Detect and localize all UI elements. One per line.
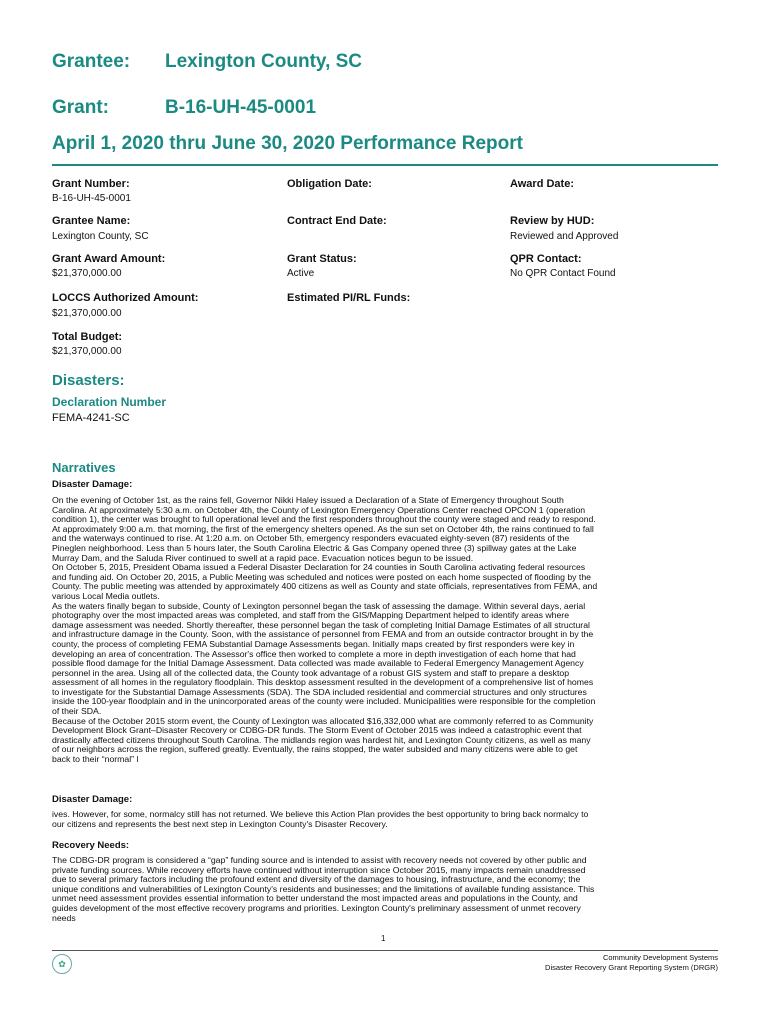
- grant-award-amount-label: Grant Award Amount:: [52, 253, 166, 265]
- grantee-name-label: Grantee Name:: [52, 215, 131, 227]
- grantee-value: Lexington County, SC: [165, 51, 363, 72]
- review-by-hud-value: Reviewed and Approved: [510, 231, 619, 242]
- total-budget-value: $21,370,000.00: [52, 346, 122, 357]
- grantee-heading: [52, 51, 363, 73]
- disasters-heading: Disasters:: [52, 372, 125, 389]
- disaster-damage-label-2: Disaster Damage:: [52, 794, 133, 805]
- declaration-number-label: Declaration Number: [52, 395, 167, 409]
- grant-status-label: Grant Status:: [287, 253, 357, 265]
- grant-heading: [52, 97, 317, 119]
- grant-number-label: Grant Number:: [52, 178, 130, 190]
- title-divider: [52, 164, 718, 166]
- page-number: 1: [381, 934, 386, 943]
- grant-label: Grant:: [52, 97, 109, 118]
- review-by-hud-label: Review by HUD:: [510, 215, 595, 227]
- recovery-needs-text: The CDBG-DR program is considered a “gap” funding source and is intended to assist with recovery needs not covered by other public and private funding sources. While recovery efforts have continued without interruption since October 2015, many impacts remain unaddressed due to several primary factors including the profound extent and diversity of the damages to housing, infrastructure, and the economy; the unique conditions and vulnerabilities of Lexington County's residents and businesses; and the limitations of available funding assistance. This unmet need assessment provides essential information to better understand the most impacted areas and populations in the County, and guides development of the most effective recovery programs and priorities. Lexington County's preliminary assessment of unmet recovery needs: [52, 855, 595, 923]
- loccs-authorized-amount-label: LOCCS Authorized Amount:: [52, 292, 199, 304]
- grantee-label: Grantee:: [52, 51, 131, 72]
- contract-end-date-label: Contract End Date:: [287, 215, 387, 227]
- qpr-contact-label: QPR Contact:: [510, 253, 582, 265]
- narratives-heading: Narratives: [52, 460, 116, 475]
- recovery-needs-label: Recovery Needs:: [52, 840, 130, 851]
- award-date-label: Award Date:: [510, 178, 574, 190]
- declaration-number-value: FEMA-4241-SC: [52, 412, 130, 424]
- grant-status-value: Active: [287, 268, 315, 279]
- total-budget-label: Total Budget:: [52, 331, 123, 343]
- grantee-name-value: Lexington County, SC: [52, 231, 149, 242]
- disaster-damage-label: Disaster Damage:: [52, 479, 133, 490]
- grant-value: B-16-UH-45-0001: [165, 97, 317, 118]
- hud-seal-icon: ✿: [52, 954, 72, 974]
- footer-divider: [52, 950, 718, 951]
- grant-award-amount-value: $21,370,000.00: [52, 268, 122, 279]
- report-title: April 1, 2020 thru June 30, 2020 Performance Report: [52, 133, 523, 154]
- disaster-damage-text: On the evening of October 1st, as the rains fell, Governor Nikki Haley issued a Declaration of a State of Emergency throughout South Carolina. At approximately 5:30 a.m. on October 4th, the County of Lexington Emergency Operations Center reached OPCON 1 (operation condition 1), the center was brought to full operational level and the first responders throughout the county were staged and ready to respond. At approximately 9:00 a.m. that morning, the first of the emergency shelters opened. As the sun set on October 4th, the rains continued to fall and the waterways continued to rise. At 1:20 a.m. on October 5th, emergency responders evacuated eighty-seven (87) residents of the Pineglen neighborhood. Less than 5 hours later, the South Carolina Electric & Gas Company opened three (3) spillway gates at the Lake Murray Dam, and the Saluda River continued to swell at a rapid pace. Evacuation notices begun to be issued. On October 5, 2015, President Obama issued a Federal Disaster Declaration for 24 counties in South Carolina activating federal resources and funding aid. On October 20, 2015, a Public Meeting was scheduled and notices were posted on each home suspected of flooding by the County. The public meeting was attended by approximately 400 citizens as well as County and state officials, representatives from FEMA, and various Local Media outlets. As the waters finally began to subside, County of Lexington personnel began the task of assessing the damage. Within several days, aerial photography over the most impacted areas was completed, and staff from the GIS/Mapping Department helped to identify areas where damage assessment was needed. Shortly thereafter, these personnel began the task of completing Initial Damage Estimates of all structural and infrastructure damage in the County. Soon, with the assistance of personnel from FEMA and from an outside contractor brought in by the county, the process of completing FEMA Substantial Damage Assessments began. Initially maps created by first responders were key in developing an area of concentration. The Assessor's office then worked to complete a more in depth investigation of each home that had possible flood damage for the Initial Damage Assessment. Data collected was made available to Federal Emergency Management Agency personnel in the area. Using all of the collected data, the County took advantage of a robust GIS system and staff to prepare a desktop assessment of all homes in the regulatory floodplain. This desktop assessment resulted in the development of a comprehensive list of homes to investigate for the Substantial Damage Assessments (SDA). The SDA included residential and commercial structures and only structures inside the 100-year floodplain and in the unincorporated areas of the county were included. Municipalities were responsible for the completion of their SDA. Because of the October 2015 storm event, the County of Lexington was allocated $16,332,000 what are commonly referred to as Community Development Block Grant–Disaster Recovery or CDBG-DR funds. The Storm Event of October 2015 was indeed a catastrophic event that drastically affected citizens throughout South Carolina. The midlands region was hardest hit, and Lexington County citizens, as well as many of our neighbors across the region, suffered greatly. Eventually, the rains stopped, the water subsided and many citizens were able to get back to their “normal” l: [52, 495, 598, 765]
- footer-line-1: Community Development Systems: [602, 953, 718, 962]
- obligation-date-label: Obligation Date:: [287, 178, 372, 190]
- loccs-authorized-amount-value: $21,370,000.00: [52, 308, 122, 319]
- grant-number-value: B-16-UH-45-0001: [52, 193, 131, 204]
- footer-line-2: Disaster Recovery Grant Reporting System (DRGR): [545, 963, 718, 972]
- qpr-contact-value: No QPR Contact Found: [510, 268, 616, 279]
- disaster-damage-text-2: ives. However, for some, normalcy still has not returned. We believe this Action Plan provides the best opportunity to bring back normalcy to our citizens and represents the best next step in Lexington County's Disaster Recovery.: [52, 809, 589, 829]
- estimated-pi-rl-funds-label: Estimated PI/RL Funds:: [287, 292, 411, 304]
